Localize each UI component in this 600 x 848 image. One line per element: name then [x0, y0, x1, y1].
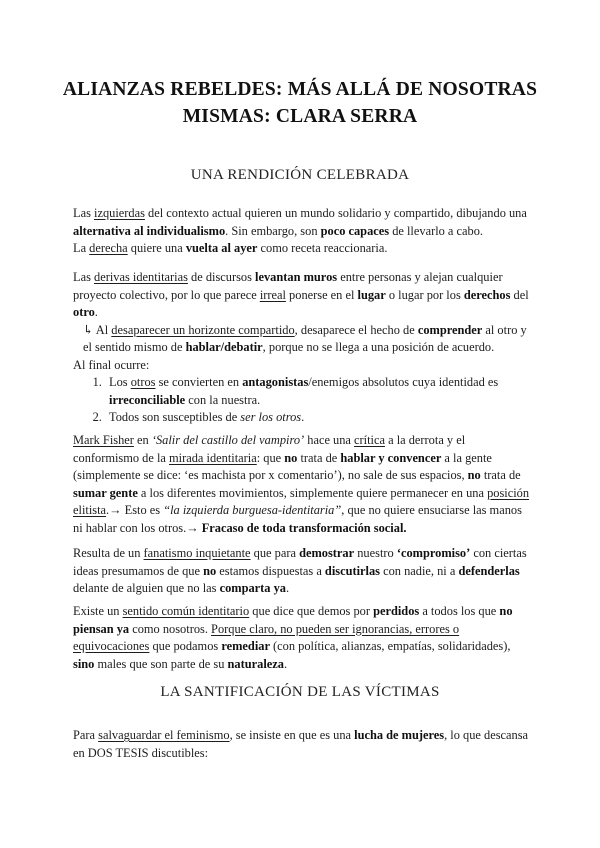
section-heading-santificacion: LA SANTIFICACIÓN DE LAS VÍCTIMAS	[160, 684, 440, 700]
arrow-note: ↳ Al desaparecer un horizonte compartido, desaparece el hecho de comprender al otro y el sentido mismo de hablar/debatir, porque no se llega a una posición de acuerdo.	[83, 322, 527, 354]
paragraph-fanatismo	[73, 545, 533, 598]
paragraph-derivas	[73, 269, 533, 427]
paragraph-salvaguardar	[73, 727, 533, 762]
paragraph-izquierdas	[73, 205, 533, 258]
section-heading-rendicion: UNA RENDICIÓN CELEBRADA	[190, 167, 410, 183]
list-item: 1. Los otros se convierten en antagonistas/enemigos absolutos cuya identidad es irreconciliable con la nuestra.	[105, 374, 533, 409]
paragraph-line: Las izquierdas del contexto actual quieren un mundo solidario y compartido, dibujando una alternativa al individualismo. Sin embargo, son poco capaces de llevarlo a cabo.	[73, 206, 527, 238]
paragraph-line: Resulta de un fanatismo inquietante que para demostrar nuestro ‘compromiso’ con ciertas ideas presumamos de que no estamos dispuestas a discutirlas con nadie, ni a defenderlas delante de alguien que no las comparta ya.	[73, 546, 527, 595]
document-title: ALIANZAS REBELDES: MÁS ALLÁ DE NOSOTRAS MISMAS: CLARA SERRA	[62, 79, 538, 127]
paragraph-line: La derecha quiere una vuelta al ayer como receta reaccionaria.	[73, 241, 388, 255]
paragraph-line: Al final ocurre:	[73, 357, 150, 372]
paragraph-line: Existe un sentido común identitario que dice que demos por perdidos a todos los que no piensan ya como nosotros. Porque claro, no pueden ser ignorancias, errores o equivocaciones que podamos remediar (con política, alianzas, empatías, solidaridades), sino males que son parte de su naturaleza.	[73, 604, 513, 671]
paragraph-line: Las derivas identitarias de discursos levantan muros entre personas y alejan cualquier proyecto colectivo, por lo que parece irreal ponerse en el lugar o lugar por los derechos del otro.	[73, 270, 529, 319]
paragraph-mark-fisher	[73, 432, 533, 537]
paragraph-sentido-comun	[73, 603, 533, 673]
paragraph-line: Para salvaguardar el feminismo, se insiste en que es una lucha de mujeres, lo que descansa en DOS TESIS discutibles:	[73, 728, 529, 760]
list-item: 2. Todos son susceptibles de ser los otros.	[105, 409, 533, 427]
numbered-list	[73, 374, 533, 427]
paragraph-line: Mark Fisher en ‘Salir del castillo del vampiro’ hace una crítica a la derrota y el conformismo de la mirada identitaria: que no trata de hablar y convencer a la gente (simplemente se dice: ‘es machista por x comentario’), no sale de sus espacios, no trata de sumar gente a los diferentes movimientos, simplemente quiere permanecer en una posición elitista.→ Esto es “la izquierda burguesa-identitaria”, que no quiere ensuciarse las manos ni hablar con los otros.→ Fracaso de toda transformación social.	[73, 433, 530, 535]
